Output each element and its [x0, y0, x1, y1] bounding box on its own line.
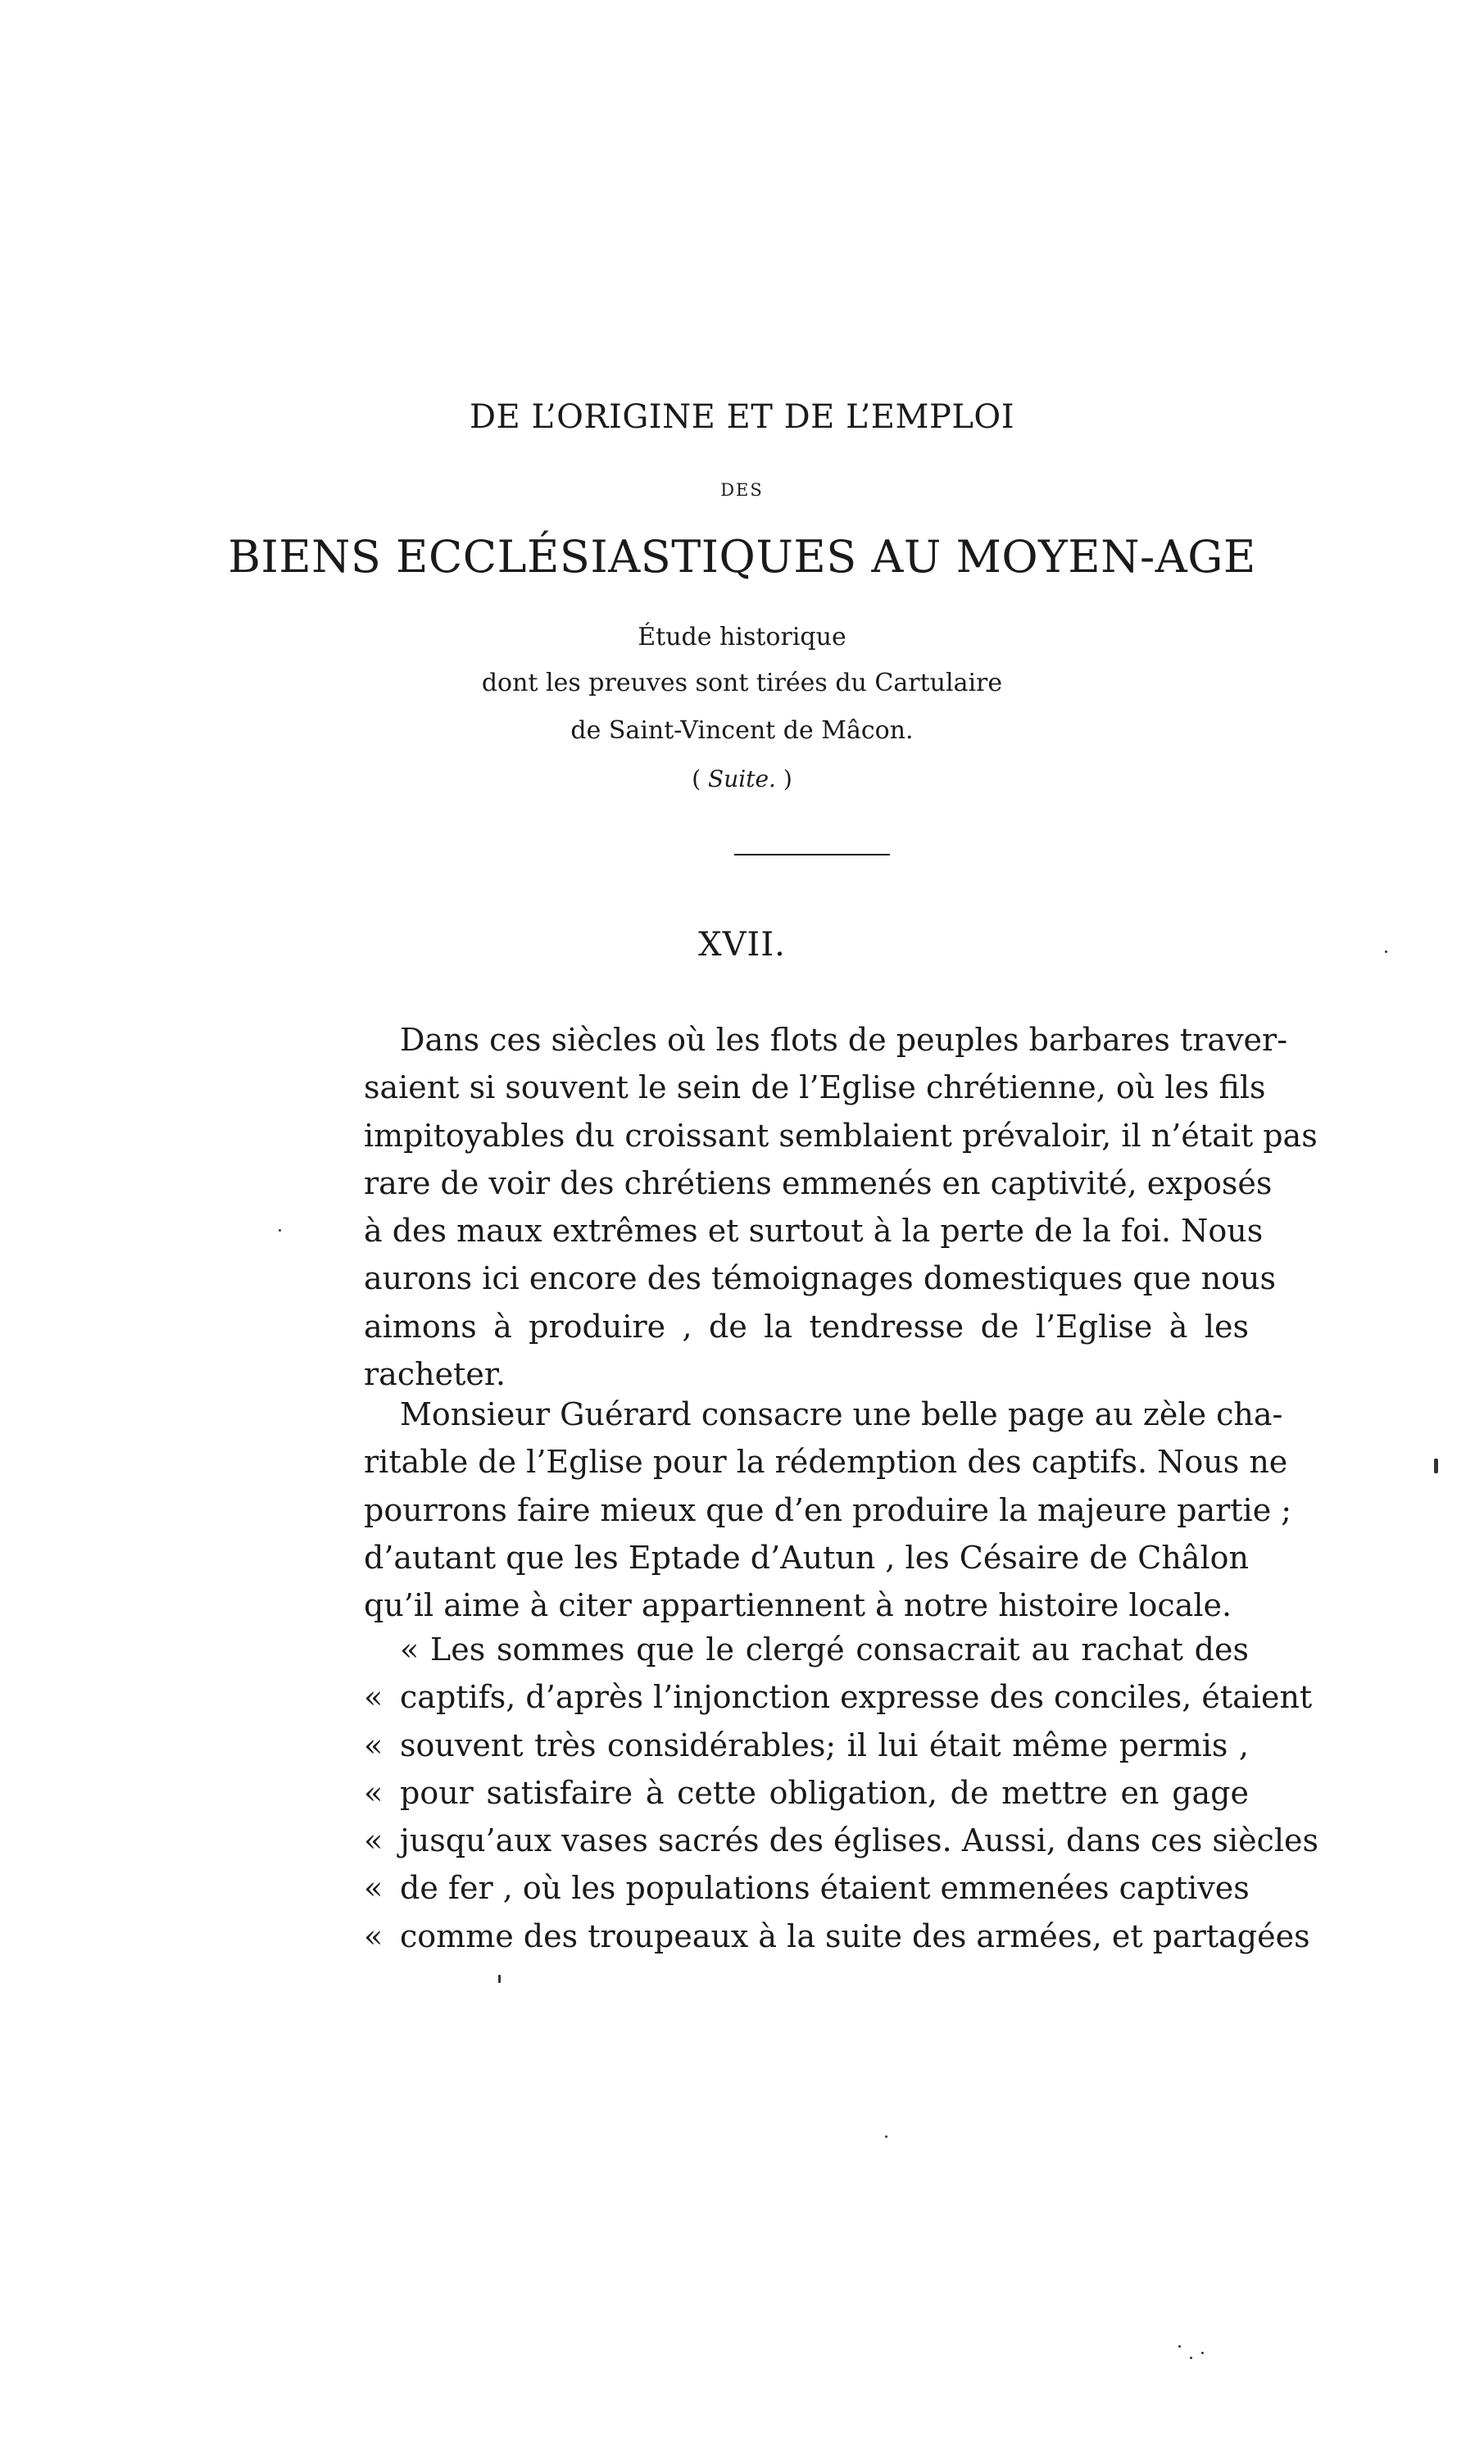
paragraph-line: qu’il aime à citer appartiennent à notre histoire locale. [364, 1587, 1232, 1624]
guillemet-mark: « [364, 1679, 383, 1716]
scan-speck [1201, 2352, 1204, 2354]
quotation-line [364, 1913, 1310, 1960]
paragraph-line: Dans ces siècles où les flots de peuples barbares traver- [400, 1022, 1288, 1058]
title-line-2: DES [720, 480, 764, 500]
title-divider-rule [734, 854, 890, 855]
guillemet-mark: « [364, 1917, 383, 1954]
scan-speck [1434, 1459, 1438, 1473]
paragraph-line: d’autant que les Eptade d’Autun , les Césaire de Châlon [364, 1539, 1249, 1576]
paragraph-line: aimons à produire , de la tendresse de l’Eglise à les [364, 1308, 1249, 1345]
paragraph-line: saient si souvent le sein de l’Eglise chrétienne, où les fils [364, 1069, 1266, 1106]
guillemet-mark: « [364, 1870, 383, 1907]
paragraph-line: Monsieur Guérard consacre une belle page au zèle cha- [400, 1396, 1283, 1432]
paragraph-line: aurons ici encore des témoignages domestiques que nous [364, 1260, 1277, 1297]
scan-speck [1190, 2357, 1192, 2359]
guillemet-mark: « [364, 1774, 383, 1811]
suite-close-paren: ) [775, 765, 792, 792]
quotation-line [364, 1769, 1249, 1817]
quotation-line [364, 1817, 1318, 1864]
guillemet-mark: « [364, 1727, 383, 1763]
paragraph-line: pourrons faire mieux que d’en produire la majeure partie ; [364, 1491, 1292, 1528]
quotation-text: jusqu’aux vases sacrés des églises. Aussi, dans ces siècles [400, 1822, 1318, 1859]
quotation-line [364, 1864, 1249, 1912]
paragraph-line: racheter. [364, 1356, 506, 1393]
quotation-text: comme des troupeaux à la suite des armées, et partagées [400, 1917, 1310, 1954]
section-number: XVII. [698, 926, 786, 964]
main-title: BIENS ECCLÉSIASTIQUES AU MOYEN-AGE [228, 531, 1256, 583]
subtitle-line-2: dont les preuves sont tirées du Cartulaire [481, 669, 1003, 697]
scan-speck [498, 1975, 501, 1983]
paragraph-1 [364, 1016, 1318, 1398]
paragraph-line: à des maux extrêmes et surtout à la perte de la foi. Nous [364, 1213, 1264, 1250]
title-line-1: DE L’ORIGINE ET DE L’EMPLOI [469, 398, 1015, 436]
quotation-text: souvent très considérables; il lui était même permis , [400, 1727, 1249, 1763]
quotation-text: de fer , où les populations étaient emmenées captives [400, 1870, 1250, 1907]
quotation-text: captifs, d’après l’injonction expresse des conciles, étaient [400, 1679, 1313, 1716]
quotation-line: « Les sommes que le clergé consacrait au rachat des [400, 1631, 1249, 1668]
paragraph-line: rare de voir des chrétiens emmenés en captivité, exposés [364, 1164, 1273, 1201]
quotation-line [364, 1673, 1313, 1721]
quotation-text: pour satisfaire à cette obligation, de mettre en gage [400, 1774, 1249, 1811]
quotation-block [364, 1626, 1318, 1960]
scan-speck [1385, 951, 1387, 953]
paragraph-2 [364, 1391, 1292, 1629]
subtitle-line-1: Étude historique [638, 623, 846, 651]
subtitle-line-3: de Saint-Vincent de Mâcon. [570, 716, 914, 745]
suite-open-paren: ( [692, 765, 709, 792]
scan-speck [885, 2135, 887, 2138]
paragraph-line: ritable de l’Eglise pour la rédemption des captifs. Nous ne [364, 1444, 1288, 1481]
paragraph-line: impitoyables du croissant semblaient prévaloir, il n’était pas [364, 1117, 1318, 1154]
scan-speck [1178, 2345, 1181, 2348]
guillemet-mark: « [364, 1822, 383, 1859]
suite-label: Suite. [708, 765, 776, 792]
scan-speck [279, 1229, 281, 1232]
quotation-line [364, 1722, 1249, 1769]
suite-note [0, 765, 1484, 792]
